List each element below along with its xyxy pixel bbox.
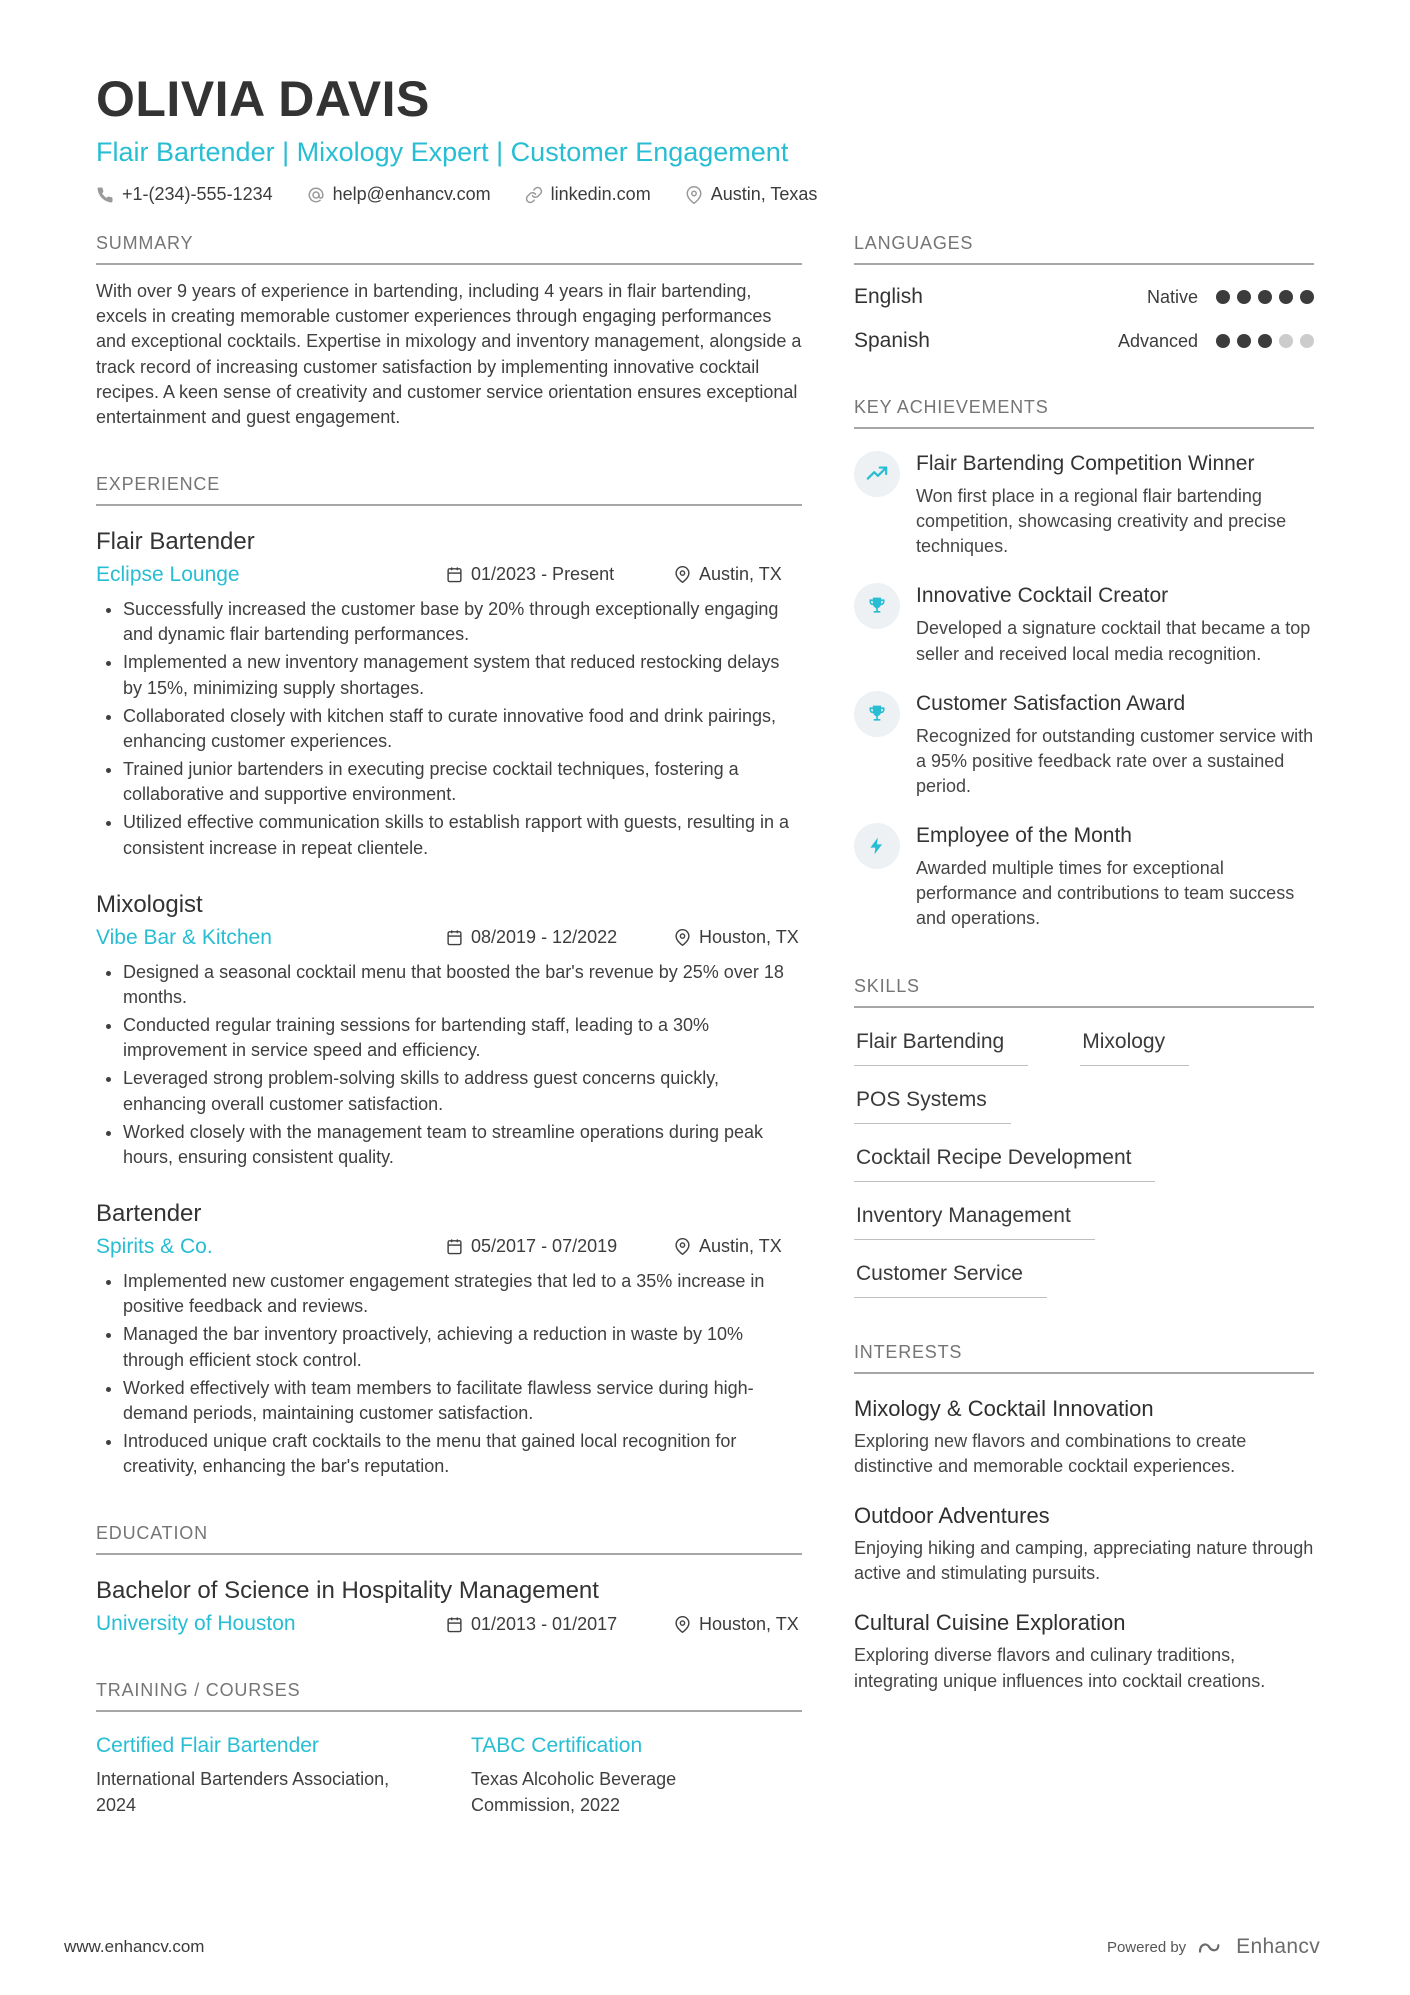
job-bullet: • Worked closely with the management team to streamline operations during peak hours, ensuring consistent quality. [123,1120,802,1170]
language-level: Native [1146,286,1198,307]
achievement-title: Flair Bartending Competition Winner [916,452,1255,475]
calendar-icon [446,929,463,946]
education-location-text: Houston, TX [699,1613,799,1634]
summary-text: With over 9 years of experience in bartending, including 4 years in flair bartending, excels in creating memorable customer experiences through engaging performances and exceptional cocktails. Expertise in mixology and inventory management, alongside a track record of increasing customer satisfaction by implementing innovative cocktail recipes. A keen sense of creativity and customer service orientation ensures exceptional entertainment and guest engagement. [96,281,802,427]
training-heading: TRAINING / COURSES [96,1680,802,1712]
job-bullet: • Implemented a new inventory management system that reduced restocking delays by 15%, minimizing supply shortages. [123,650,802,700]
interest-text: Enjoying hiking and camping, appreciating nature through active and stimulating pursuits. [854,1537,1314,1584]
job-location-text: Austin, TX [699,564,782,585]
phone-text: +1-(234)-555-1234 [122,184,273,204]
achievement-entry [854,451,1314,559]
powered-by-label: Powered by [1106,1938,1187,1956]
calendar-icon [446,566,463,583]
rating-dot-empty [1300,334,1314,348]
education-dates [446,1614,674,1635]
location-text: Austin, Texas [710,184,818,204]
enhancv-logo-icon [1196,1936,1226,1958]
trophy-icon [854,691,900,737]
achievement-title: Customer Satisfaction Award [916,691,1186,715]
job-dates-text: 05/2017 - 07/2019 [471,1236,618,1257]
education-location [674,1614,802,1635]
course-entry [471,1734,802,1817]
job-bullets [96,1269,802,1480]
calendar-icon [446,1616,463,1633]
job-bullets [96,597,802,861]
email-text: help@enhancv.com [332,184,491,204]
courses-grid [96,1734,802,1817]
education-dates-text: 01/2013 - 01/2017 [471,1613,618,1634]
achievement-text: Developed a signature cocktail that became a top seller and received local media recognition. [916,618,1311,664]
job-bullet: • Worked effectively with team members to facilitate flawless service during high-demand periods, maintaining customer satisfaction. [123,1376,802,1426]
interest-title: Cultural Cuisine Exploration [854,1610,1126,1636]
interest-title: Outdoor Adventures [854,1502,1050,1528]
location-pin-icon [674,929,691,946]
achievement-text: Recognized for outstanding customer service with a 95% positive feedback rate over a sustained period. [916,725,1314,796]
rating-dot-filled [1258,334,1272,348]
language-rating-dots [1216,290,1314,304]
rating-dot-filled [1300,290,1314,304]
powered-by[interactable] [1107,1935,1320,1959]
achievement-entry [854,583,1314,666]
job-dates [446,564,674,585]
course-entry [96,1734,471,1817]
training-section [96,1680,802,1817]
experience-heading: EXPERIENCE [96,474,802,506]
course-description: Texas Alcoholic Beverage Commission, 2022 [471,1769,677,1815]
job-location-text: Houston, TX [699,927,799,948]
job-title: Mixologist [96,890,203,918]
job-title: Flair Bartender [96,528,255,556]
interest-entry [854,1396,1314,1479]
language-name: Spanish [854,329,930,352]
achievements-section [854,397,1314,932]
page-footer [64,1935,1320,1959]
job-title: Bartender [96,1200,202,1228]
skills-section [854,976,1314,1298]
language-name: English [854,285,923,308]
job-location [674,564,802,585]
skill-item: Customer Service [854,1262,1047,1298]
skill-item: POS Systems [854,1088,1011,1124]
phone-icon [96,186,114,204]
achievement-body [916,691,1314,799]
job-dates-text: 01/2023 - Present [471,564,615,585]
interest-text: Exploring new flavors and combinations to create distinctive and memorable cocktail experiences. [854,1430,1247,1476]
rating-dot-filled [1216,334,1230,348]
skill-item: Mixology [1080,1030,1189,1066]
achievement-entry [854,691,1314,799]
phone-contact[interactable] [96,184,273,205]
website-link[interactable]: www.enhancv.com [64,1937,205,1956]
skill-item: Flair Bartending [854,1030,1028,1066]
job-meta [96,926,802,950]
job-location [674,1236,802,1257]
email-contact[interactable] [307,184,491,205]
linkedin-text: linkedin.com [550,184,651,204]
course-title: Certified Flair Bartender [96,1734,319,1758]
skill-item: Cocktail Recipe Development [854,1146,1155,1182]
job-bullet: • Implemented new customer engagement strategies that led to a 35% increase in positive feedback and reviews. [123,1269,802,1319]
course-description: International Bartenders Association, 2024 [96,1769,390,1815]
content-columns [96,233,1314,1818]
bolt-icon [854,823,900,869]
trophy-icon [854,583,900,629]
course-title: TABC Certification [471,1734,643,1758]
job-entry [96,891,802,1170]
job-bullets [96,960,802,1171]
enhancv-brand-text: Enhancv [1236,1935,1320,1958]
job-entry [96,528,802,861]
skills-heading: SKILLS [854,976,1314,1008]
degree-title: Bachelor of Science in Hospitality Management [96,1577,599,1605]
job-dates [446,1236,674,1257]
job-bullet: • Utilized effective communication skills to establish rapport with guests, resulting in a consistent increase in repeat clientele. [123,810,802,860]
location-contact [685,184,818,205]
achievement-body [916,451,1314,559]
candidate-headline: Flair Bartender | Mixology Expert | Customer Engagement [96,137,789,167]
achievement-text: Won first place in a regional flair bartending competition, showcasing creativity and precise techniques. [916,485,1287,557]
job-bullet: • Conducted regular training sessions for bartending staff, leading to a 30% improvement in service speed and efficiency. [123,1013,802,1063]
job-location-text: Austin, TX [699,1236,782,1257]
job-dates-text: 08/2019 - 12/2022 [471,927,618,948]
job-bullet: • Successfully increased the customer base by 20% through exceptionally engaging and dynamic flair bartending performances. [123,597,802,647]
job-location [674,927,802,948]
job-bullet: • Leveraged strong problem-solving skills to address guest concerns quickly, enhancing overall customer satisfaction. [123,1066,802,1116]
rating-dot-filled [1237,334,1251,348]
language-row [854,329,1314,353]
location-icon [685,186,703,204]
resume-header [96,70,1314,205]
job-bullet: • Collaborated closely with kitchen staff to curate innovative food and drink pairings, enhancing customer experiences. [123,704,802,754]
language-row [854,285,1314,309]
skills-list [854,1030,1314,1298]
languages-section [854,233,1314,353]
summary-heading: SUMMARY [96,233,802,265]
interest-title: Mixology & Cocktail Innovation [854,1395,1154,1421]
job-bullet: • Designed a seasonal cocktail menu that boosted the bar's revenue by 25% over 18 months. [123,960,802,1010]
trend-up-icon [854,451,900,497]
right-column [854,233,1314,1818]
education-meta [96,1612,802,1636]
candidate-name: OLIVIA DAVIS [96,71,430,127]
achievement-title: Innovative Cocktail Creator [916,584,1169,608]
job-meta [96,563,802,587]
job-meta [96,1235,802,1259]
interests-section [854,1342,1314,1694]
interest-text: Exploring diverse flavors and culinary traditions, integrating unique influences into cocktail creations. [854,1645,1266,1691]
job-bullet: • Introduced unique craft cocktails to the menu that gained local recognition for creativity, enhancing the bar's reputation. [123,1429,802,1479]
rating-dot-filled [1279,290,1293,304]
education-heading: EDUCATION [96,1523,802,1555]
job-bullet: • Trained junior bartenders in executing precise cocktail techniques, fostering a collaborative and supportive environment. [123,757,802,807]
achievements-heading: KEY ACHIEVEMENTS [854,397,1314,429]
job-entry [96,1200,802,1479]
experience-section [96,474,802,1479]
job-company: Eclipse Lounge [96,562,240,586]
job-company: Spirits & Co. [96,1234,213,1258]
language-level: Advanced [1117,330,1198,351]
job-company: Vibe Bar & Kitchen [96,925,272,949]
location-pin-icon [674,1616,691,1633]
rating-dot-filled [1237,290,1251,304]
job-bullet: • Managed the bar inventory proactively, achieving a reduction in waste by 10% through efficient stock control. [123,1322,802,1372]
achievement-entry [854,823,1314,931]
job-dates [446,927,674,948]
link-icon [525,186,543,204]
languages-heading: LANGUAGES [854,233,1314,265]
school-name: University of Houston [96,1612,296,1636]
education-section [96,1523,802,1636]
calendar-icon [446,1238,463,1255]
achievement-title: Employee of the Month [916,824,1132,848]
email-icon [307,186,325,204]
contact-row [96,184,1314,205]
achievement-body [916,583,1314,666]
summary-section [96,233,802,430]
left-column [96,233,802,1818]
rating-dot-filled [1258,290,1272,304]
interests-heading: INTERESTS [854,1342,1314,1374]
skill-item: Inventory Management [854,1204,1095,1240]
interest-entry [854,1503,1314,1586]
location-pin-icon [674,566,691,583]
achievement-body [916,823,1314,931]
linkedin-contact[interactable] [525,184,651,205]
achievement-text: Awarded multiple times for exceptional performance and contributions to team success and operations. [916,858,1295,929]
location-pin-icon [674,1238,691,1255]
rating-dot-filled [1216,290,1230,304]
language-rating-dots [1216,334,1314,348]
interest-entry [854,1610,1314,1693]
rating-dot-empty [1279,334,1293,348]
